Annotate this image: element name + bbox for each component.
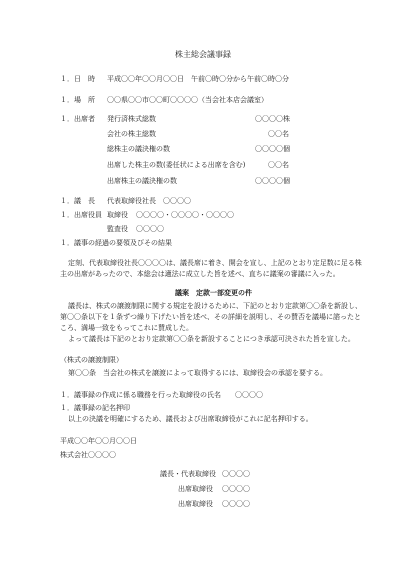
restriction-text: 第〇〇条 当会社の株式を譲渡によって取得するには、取締役会の承認を要する。 (68, 369, 327, 377)
signature-text: 以上の決議を明確にするため、議長および出席取締役がこれに記名押印する。 (68, 415, 313, 423)
officers-label: １．出席役員 (60, 211, 102, 219)
page-title: 株主総会議事録 (175, 50, 231, 59)
preparer-line: １．議事録の作成に係る職務を行った取締役の氏名 〇〇〇〇 (60, 391, 263, 399)
date-label: １．日 時 (60, 75, 95, 83)
signer-name: 〇〇〇〇 (222, 485, 250, 493)
signer-role: 出席取締役 (178, 500, 213, 508)
attendance-item-value: 〇〇名 (268, 161, 289, 169)
agenda-title: 議案 定款一部変更の件 (175, 289, 252, 297)
signature-heading: １．議事録の記名押印 (60, 404, 130, 412)
attendance-item-label: 発行済株式総数 (107, 115, 156, 123)
paragraph-line: 議長は、株式の譲渡制限に関する規定を設けるために、下記のとおり定款第〇〇条を新設し、 (68, 302, 362, 310)
date-value: 平成〇〇年〇〇月〇〇日 午前〇時〇分から午前〇時〇分 (107, 75, 289, 83)
attendance-label: １．出席者 (60, 115, 95, 123)
directors-value: 〇〇〇〇・〇〇〇〇・〇〇〇〇 (136, 211, 234, 219)
signer-role: 出席取締役 (178, 485, 213, 493)
restriction-heading: （株式の譲渡制限） (60, 356, 123, 364)
paragraph-line: 主の出席があったので、本総会は適法に成立した旨を述べ、直ちに議案の審議に入った。 (60, 270, 340, 278)
place-value: 〇〇県〇〇市〇〇町〇〇〇〇（当会社本店会議室） (107, 96, 268, 104)
directors-label: 取締役 (107, 211, 128, 219)
paragraph-line: ころ、満場一致をもってこれに賛成した。 (60, 324, 193, 332)
attendance-item-value: 〇〇〇〇個 (255, 145, 290, 153)
attendance-item-label: 総株主の議決権の数 (107, 145, 170, 153)
footer-date: 平成〇〇年〇〇月〇〇日 (60, 437, 137, 445)
company-name: 株式会社〇〇〇〇 (60, 451, 116, 459)
auditor-label: 監査役 (107, 225, 128, 233)
chair-value: 代表取締役社長 〇〇〇〇 (107, 197, 191, 205)
chair-label: １．議 長 (60, 197, 95, 205)
paragraph-line: 定刻、代表取締役社長〇〇〇〇は、議長席に着き、開会を宣し、上記のとおり定足数に足る株 (68, 259, 362, 267)
attendance-item-label: 会社の株主総数 (107, 130, 156, 138)
attendance-item-value: 〇〇〇〇個 (255, 177, 290, 185)
signer-role: 議長・代表取締役 (160, 470, 216, 478)
attendance-item-value: 〇〇〇〇株 (255, 115, 290, 123)
attendance-item-label: 出席した株主の数(委任状による出席を含む) (107, 161, 246, 169)
auditor-value: 〇〇〇〇 (136, 225, 164, 233)
paragraph-line: よって議長は下記のとおり定款第〇〇条を新設することにつき承認可決された旨を宣した。 (68, 335, 355, 343)
signer-name: 〇〇〇〇 (222, 470, 250, 478)
place-label: １．場 所 (60, 96, 95, 104)
signer-name: 〇〇〇〇 (222, 500, 250, 508)
paragraph-line: 第〇〇条以下を１条ずつ繰り下げたい旨を述べ、その詳細を説明し、その賛否を議場に諮ったと (60, 313, 361, 321)
attendance-item-label: 出席株主の議決権の数 (107, 177, 177, 185)
attendance-item-value: 〇〇名 (268, 130, 289, 138)
proceedings-heading: １．議事の経過の要領及びその結果 (60, 239, 172, 247)
